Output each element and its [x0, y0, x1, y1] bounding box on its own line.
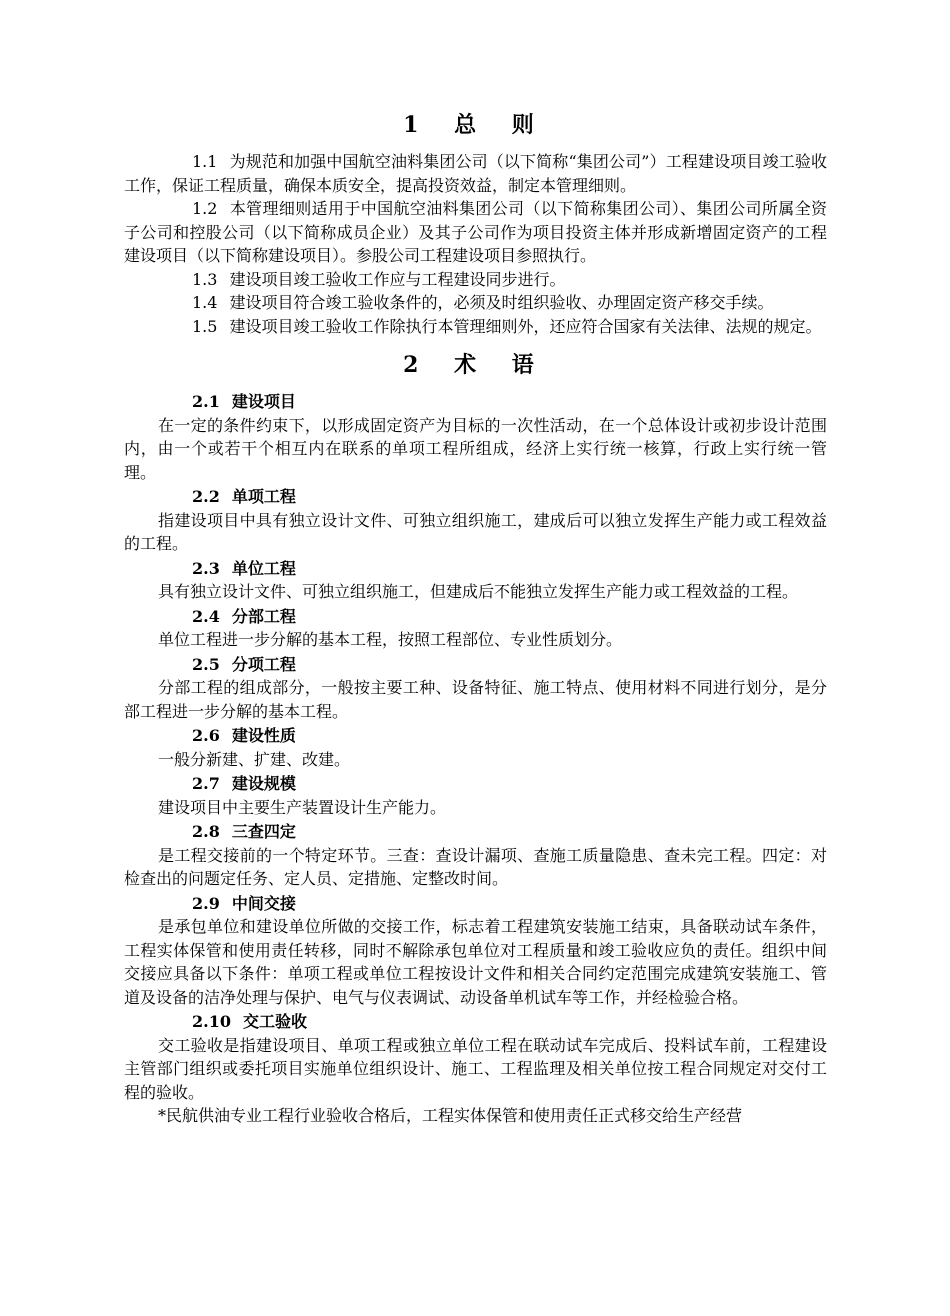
term-name: 分部工程 — [231, 606, 296, 626]
term-number: 2.7 — [192, 774, 220, 793]
term-definition-2-3: 具有独立设计文件、可独立组织施工，但建成后不能独立发挥生产能力或工程效益的工程。 — [158, 582, 799, 601]
clause-text: 为规范和加强中国航空油料集团公司（以下简称“集团公司”）工程建设项目竣工验收工作，保证工程质量，确保本质安全，提高投资效益，制定本管理细则。 — [124, 152, 827, 195]
term-number: 2.9 — [192, 893, 220, 913]
term-definition-2-5: 分部工程的组成部分，一般按主要工种、设备特征、施工特点、使用材料不同进行划分，是分部工程进一步分解的基本工程。 — [124, 678, 827, 721]
term-number: 2.3 — [192, 558, 220, 578]
term-heading-2-4 — [124, 605, 827, 629]
term-definition-2-4: 单位工程进一步分解的基本工程，按照工程部位、专业性质划分。 — [158, 630, 623, 649]
term-heading-2-8 — [124, 820, 827, 844]
clause-number: 1.3 — [192, 269, 218, 289]
term-heading-2-9 — [124, 892, 827, 916]
clause-1-2 — [124, 197, 827, 268]
clause-1-5 — [124, 315, 827, 339]
term-heading-2-6 — [124, 724, 827, 748]
term-heading-2-5 — [124, 653, 827, 677]
term-definition-2-6: 一般分新建、扩建、改建。 — [158, 749, 351, 769]
clause-1-4 — [124, 291, 827, 315]
section-1-paragraphs — [124, 150, 827, 338]
section-2-title: 2 术 语 — [403, 352, 548, 378]
term-name: 三查四定 — [231, 822, 296, 841]
section-1-title: 1 总 则 — [403, 112, 548, 138]
term-name: 单位工程 — [231, 558, 296, 578]
term-name: 单项工程 — [231, 487, 296, 506]
document-body — [124, 110, 827, 1128]
term-definition-2-8: 是工程交接前的一个特定环节。三查：查设计漏项、查施工质量隐患、查未完工程。四定：对检查出的问题定任务、定人员、定措施、定整改时间。 — [124, 845, 827, 888]
clause-number: 1.4 — [192, 293, 218, 312]
clause-1-3 — [124, 268, 827, 292]
term-number: 2.10 — [192, 1012, 231, 1031]
term-number: 2.1 — [192, 392, 220, 411]
term-number: 2.2 — [192, 487, 220, 506]
clause-text: 建设项目竣工验收工作除执行本管理细则外，还应符合国家有关法律、法规的规定。 — [229, 316, 822, 336]
term-number: 2.8 — [192, 822, 220, 841]
term-number: 2.4 — [192, 606, 220, 626]
clause-text: 建设项目符合竣工验收条件的，必须及时组织验收、办理固定资产移交手续。 — [229, 293, 774, 312]
term-name: 交工验收 — [242, 1012, 307, 1031]
clause-number: 1.5 — [192, 316, 218, 336]
term-name: 分项工程 — [231, 654, 296, 674]
term-name: 建设项目 — [231, 392, 296, 411]
term-number: 2.5 — [192, 654, 220, 674]
term-definition-2-10: 交工验收是指建设项目、单项工程或独立单位工程在联动试车完成后、投料试车前，工程建设主管部门组织或委托项目实施单位组织设计、施工、工程监理及相关单位按工程合同规定对交付工程的验收。 — [124, 1035, 827, 1102]
clause-1-1 — [124, 150, 827, 197]
term-definition-2-9: 是承包单位和建设单位所做的交接工作，标志着工程建筑安装施工结束，具备联动试车条件，工程实体保管和使用责任转移，同时不解除承包单位对工程质量和竣工验收应负的责任。组织中间交接应具备以下条件：单项工程或单位工程按设计文件和相关合同约定范围完成建筑安装施工、管道及设备的洁净处理与保护、电气与仪表调试、动设备单机试车等工作，并经检验合格。 — [124, 917, 827, 1007]
term-definition-2-2: 指建设项目中具有独立设计文件、可独立组织施工，建成后可以独立发挥生产能力或工程效益的工程。 — [124, 510, 827, 553]
term-name: 中间交接 — [231, 893, 296, 913]
term-heading-2-1 — [124, 390, 827, 414]
clause-text: 本管理细则适用于中国航空油料集团公司（以下简称集团公司）、集团公司所属全资子公司和控股公司（以下简称成员企业）及其子公司作为项目投资主体并形成新增固定资产的工程建设项目（以下简称建设项目）。参股公司工程建设项目参照执行。 — [124, 199, 827, 265]
clause-number: 1.1 — [192, 152, 218, 171]
term-heading-2-7 — [124, 772, 827, 796]
term-heading-2-10 — [124, 1010, 827, 1034]
section-2-terms — [124, 390, 827, 1128]
term-name: 建设规模 — [231, 774, 296, 793]
term-heading-2-2 — [124, 485, 827, 509]
term-number: 2.6 — [192, 726, 220, 745]
clause-number: 1.2 — [192, 199, 218, 218]
term-heading-2-3 — [124, 557, 827, 581]
trailing-note: *民航供油专业工程行业验收合格后，工程实体保管和使用责任正式移交给生产经营 — [158, 1106, 743, 1125]
term-definition-2-7: 建设项目中主要生产装置设计生产能力。 — [158, 797, 447, 817]
term-name: 建设性质 — [231, 726, 296, 745]
clause-text: 建设项目竣工验收工作应与工程建设同步进行。 — [229, 269, 566, 289]
term-definition-2-1: 在一定的条件约束下，以形成固定资产为目标的一次性活动，在一个总体设计或初步设计范围内，由一个或若干个相互内在联系的单项工程所组成，经济上实行统一核算，行政上实行统一管理。 — [124, 415, 827, 482]
